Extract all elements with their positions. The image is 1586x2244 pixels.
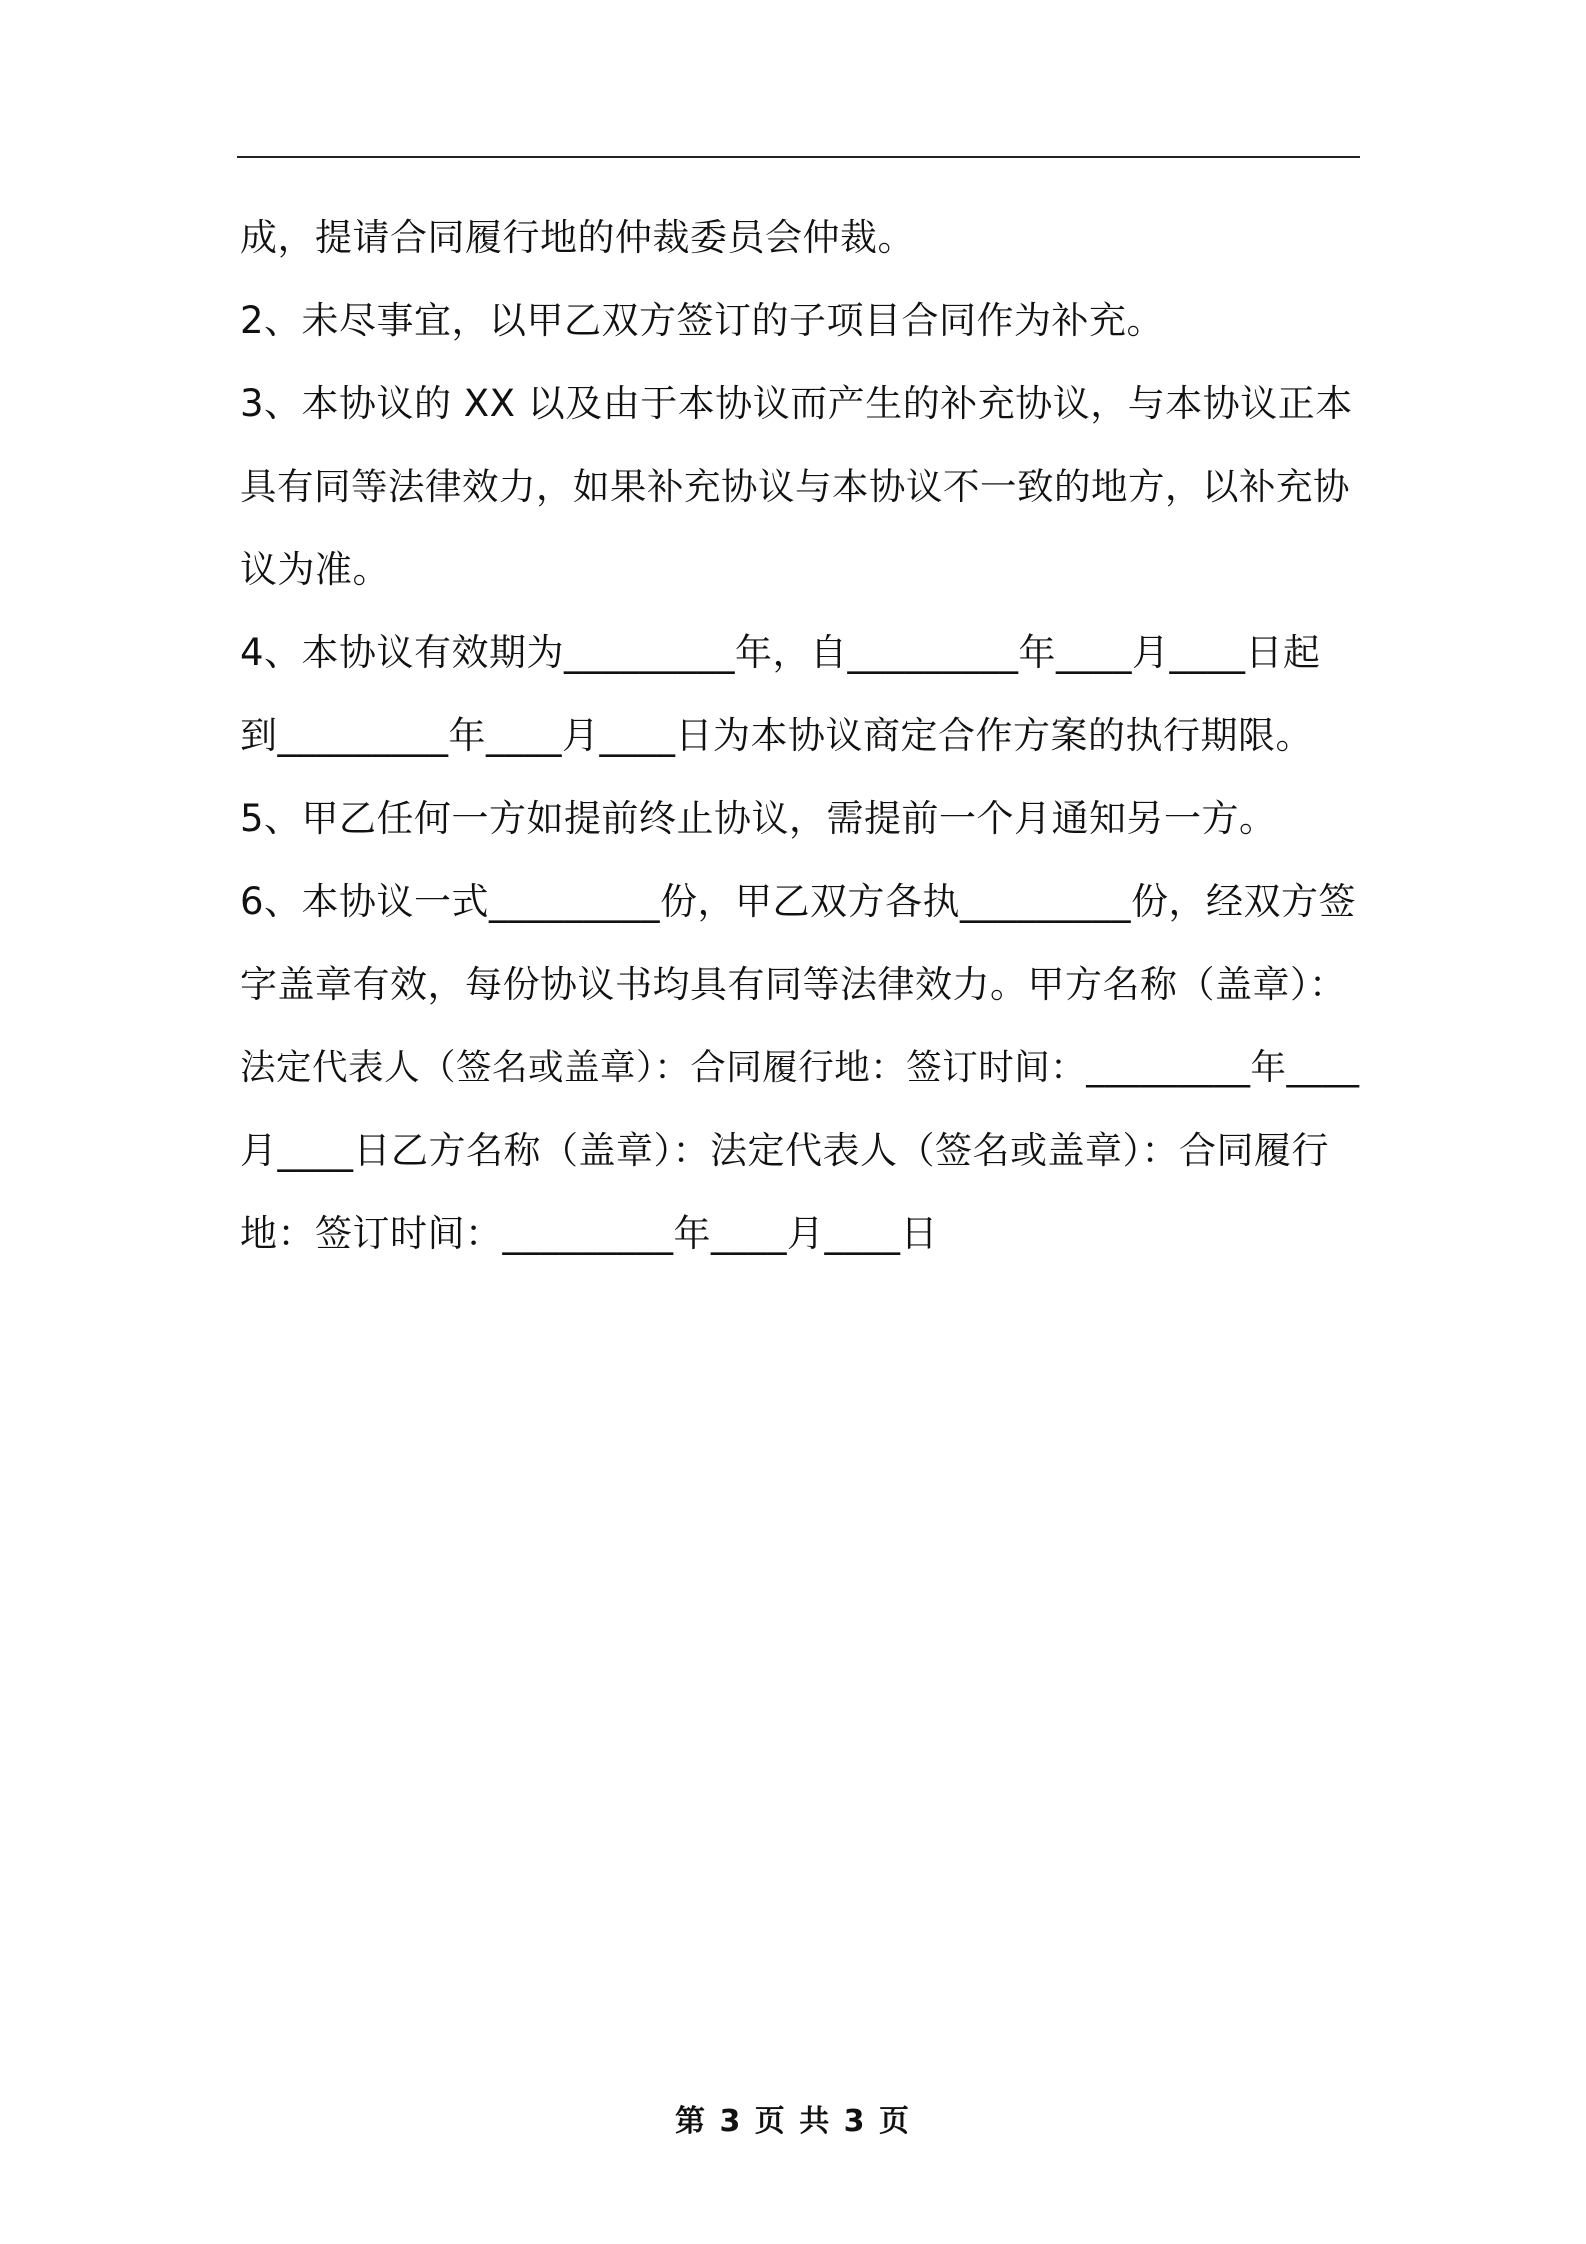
text-line: 5、甲乙任何一方如提前终止协议，需提前一个月通知另一方。 <box>240 797 1277 840</box>
text-line: 法定代表人（签名或盖章）：合同履行地：签订时间：_________年____ <box>240 1047 1360 1088</box>
text-line: 4、本协议有效期为_________年，自_________年____月____日起 <box>240 631 1321 674</box>
text-line: 议为准。 <box>240 548 390 591</box>
text-line: 到_________年____月____日为本协议商定合作方案的执行期限。 <box>240 714 1313 757</box>
text-line: 具有同等法律效力，如果补充协议与本协议不一致的地方，以补充协 <box>240 465 1350 508</box>
text-line: 地：签订时间：_________年____月____日 <box>240 1212 938 1255</box>
document-body <box>240 196 1360 1275</box>
text-line: 成，提请合同履行地的仲裁委员会仲裁。 <box>240 216 915 259</box>
text-line: 2、未尽事宜，以甲乙双方签订的子项目合同作为补充。 <box>240 299 1165 342</box>
text-line: 字盖章有效，每份协议书均具有同等法律效力。甲方名称（盖章）： <box>240 963 1347 1006</box>
text-line: 6、本协议一式_________份，甲乙双方各执_________份，经双方签 <box>240 880 1357 923</box>
header-rule <box>237 156 1360 158</box>
page-number: 第 3 页 共 3 页 <box>675 2104 911 2139</box>
text-line: 月____日乙方名称（盖章）：法定代表人（签名或盖章）：合同履行 <box>240 1129 1329 1172</box>
text-line: 3、本协议的 XX 以及由于本协议而产生的补充协议，与本协议正本 <box>240 382 1353 425</box>
